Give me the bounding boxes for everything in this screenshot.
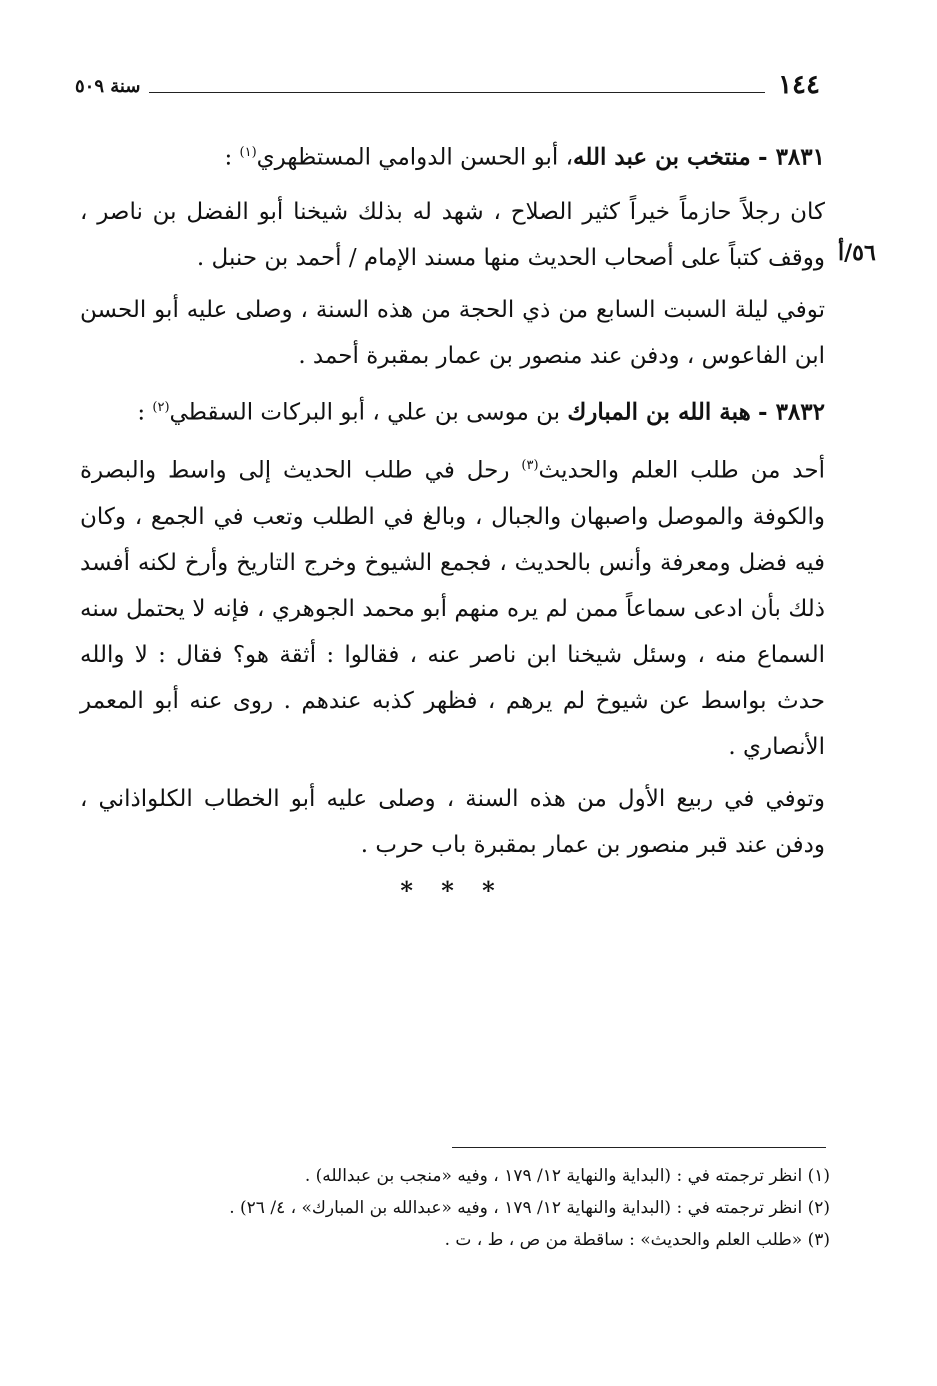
running-header: [75, 70, 825, 110]
footnote-marker: (١): [239, 145, 257, 160]
footnote: (٣) «طلب العلم والحديث» : ساقطة من ص ، ط ، ت .: [444, 1230, 830, 1250]
margin-folio-ref: ٥٦/أ: [838, 240, 876, 266]
footnotes: [180, 1160, 830, 1256]
entry-name: هبة الله بن المبارك: [567, 398, 751, 426]
footnote: (٢) انظر ترجمته في : (البداية والنهاية ١٢/ ١٧٩ ، وفيه «عبدالله بن المبارك» ، ٤/ ٢٦) .: [229, 1198, 830, 1218]
footnote-marker: (٢): [152, 399, 170, 415]
paragraph: كان رجلاً حازماً خيراً كثير الصلاح ، شهد له بذلك شيخنا أبو الفضل بن ناصر ، ووقف كتباً على أصحاب الحديث منها مسند الإمام / أحمد بن حنبل .: [80, 198, 825, 271]
entry-name: منتخب بن عبد الله: [573, 143, 751, 171]
year-label: سنة ٥٠٩: [75, 76, 141, 97]
entry-rest: بن موسى بن علي ، أبو البركات السقطي: [169, 399, 568, 426]
paragraph: [80, 443, 825, 770]
entry-heading-3832: [80, 385, 825, 436]
paragraph: وتوفي في ربيع الأول من هذه السنة ، وصلى عليه أبو الخطاب الكلواذاني ، ودفن عند قبر منصور بن عمار بمقبرة باب حرب .: [80, 785, 825, 858]
section-separator: * * *: [400, 875, 505, 905]
entry-number: ٣٨٣١ -: [758, 143, 825, 171]
footnote-marker: (٣): [521, 458, 539, 474]
paragraph-rest: رحل في طلب الحديث إلى واسط والبصرة والكوفة والموصل واصبهان والجبال ، وبالغ في الطلب وتعب في الجمع ، وكان فيه فضل ومعرفة وأنس بالحديث ، فجمع الشيوخ وخرج التاريخ وأرخ لكنه أفسد ذلك بأن ادعى سماعاً ممن لم يره منهم أبو محمد الجوهري ، فإنه لا يحتمل سنه السماع منه ، وسئل شيخنا ابن ناصر عنه ، فقالوا : أثقة هو؟ فقال : لا والله حدث بواسط عن شيوخ لم يرهم ، فظهر كذبه عندهم . روى عنه أبو المعمر الأنصاري .: [80, 457, 825, 760]
footnote-rule: [452, 1147, 826, 1148]
entry-tail: :: [137, 399, 146, 426]
footnote: (١) انظر ترجمته في : (البداية والنهاية ١٢/ ١٧٩ ، وفيه «منجب بن عبدالله) .: [304, 1166, 830, 1186]
entry-number: ٣٨٣٢ -: [758, 398, 825, 426]
paragraph-start: أحد من طلب العلم والحديث: [538, 457, 825, 484]
entry-heading-3831: [80, 130, 825, 181]
entry-tail: :: [224, 144, 233, 171]
paragraph: توفي ليلة السبت السابع من ذي الحجة من هذه السنة ، وصلى عليه أبو الحسن ابن الفاعوس ، ودفن عند منصور بن عمار بمقبرة أحمد .: [80, 296, 825, 369]
page-number: ١٤٤: [778, 70, 820, 100]
entry-rest: ، أبو الحسن الدوامي المستظهري: [256, 144, 574, 171]
header-rule: [149, 92, 765, 93]
main-text: [80, 130, 825, 914]
